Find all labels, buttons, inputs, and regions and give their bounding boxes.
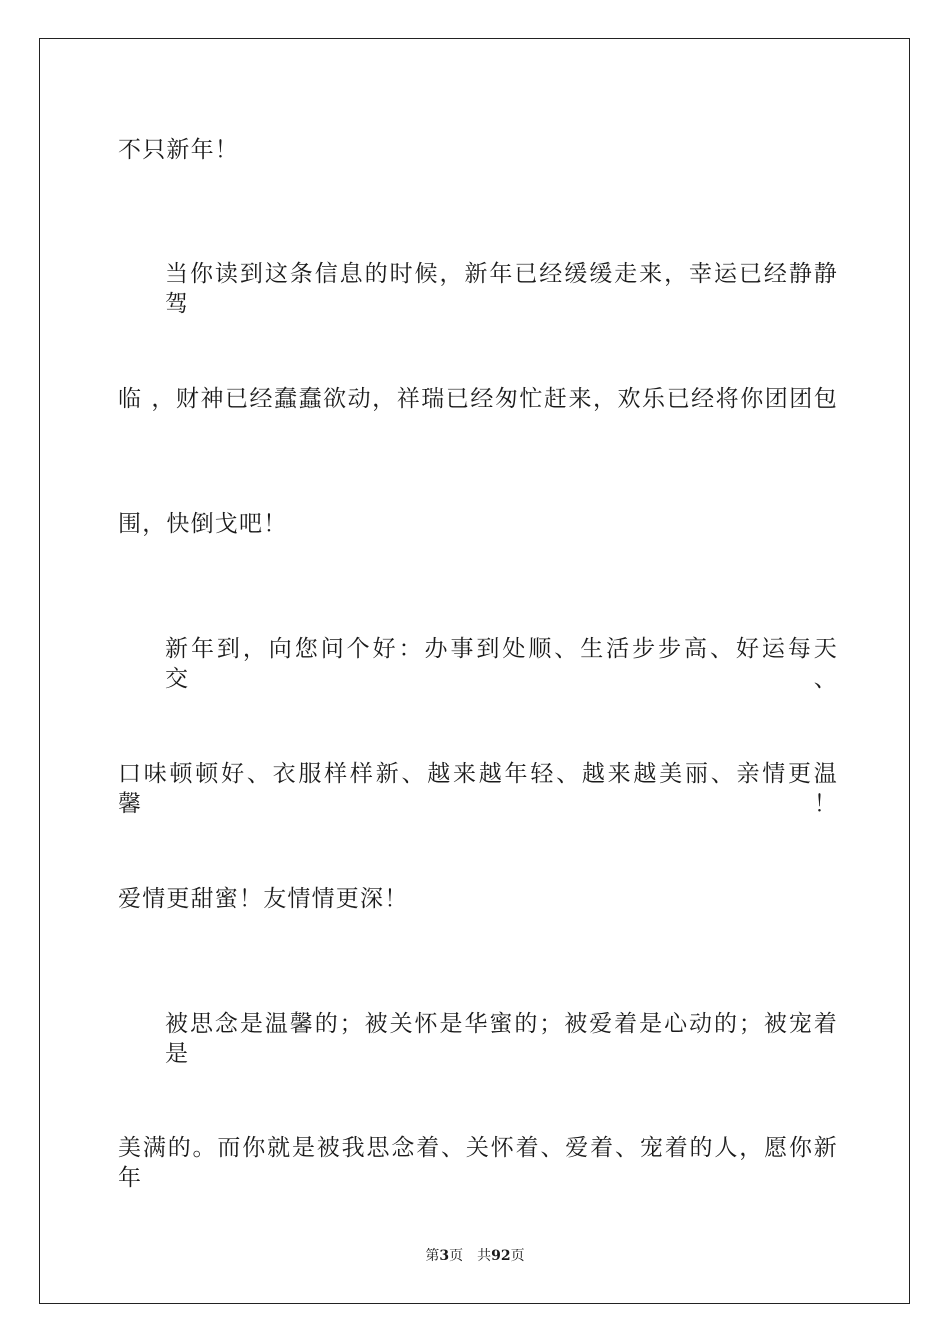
text-line-8: 被思念是温馨的；被关怀是华蜜的；被爱着是心动的；被宠着是 [165, 1011, 838, 1067]
page-label-prefix: 第 [425, 1248, 440, 1264]
page-label-suffix: 页 [449, 1248, 464, 1264]
text-line-5: 新年到，向您问个好：办事到处顺、生活步步高、好运每天交、 [165, 636, 838, 692]
total-label-suffix: 页 [510, 1248, 525, 1264]
text-line-9: 美满的。而你就是被我思念着、关怀着、爱着、宠着的人，愿你新年 [118, 1135, 838, 1191]
text-line-7: 爱情更甜蜜！友情情更深！ [118, 886, 409, 912]
text-line-6: 口味顿顿好、衣服样样新、越来越年轻、越来越美丽、亲情更温馨！ [118, 761, 838, 817]
page-footer [0, 1246, 950, 1266]
text-line-3: 临 ，财神已经蠢蠢欲动，祥瑞已经匆忙赶来，欢乐已经将你团团包 [118, 386, 838, 412]
text-line-4: 围，快倒戈吧！ [118, 511, 288, 537]
text-line-1: 不只新年！ [118, 137, 239, 163]
page-number: 3 [439, 1248, 450, 1264]
total-pages: 92 [491, 1248, 511, 1264]
total-label-prefix: 共 [477, 1248, 492, 1264]
text-line-2: 当你读到这条信息的时候，新年已经缓缓走来，幸运已经静静驾 [165, 261, 838, 317]
